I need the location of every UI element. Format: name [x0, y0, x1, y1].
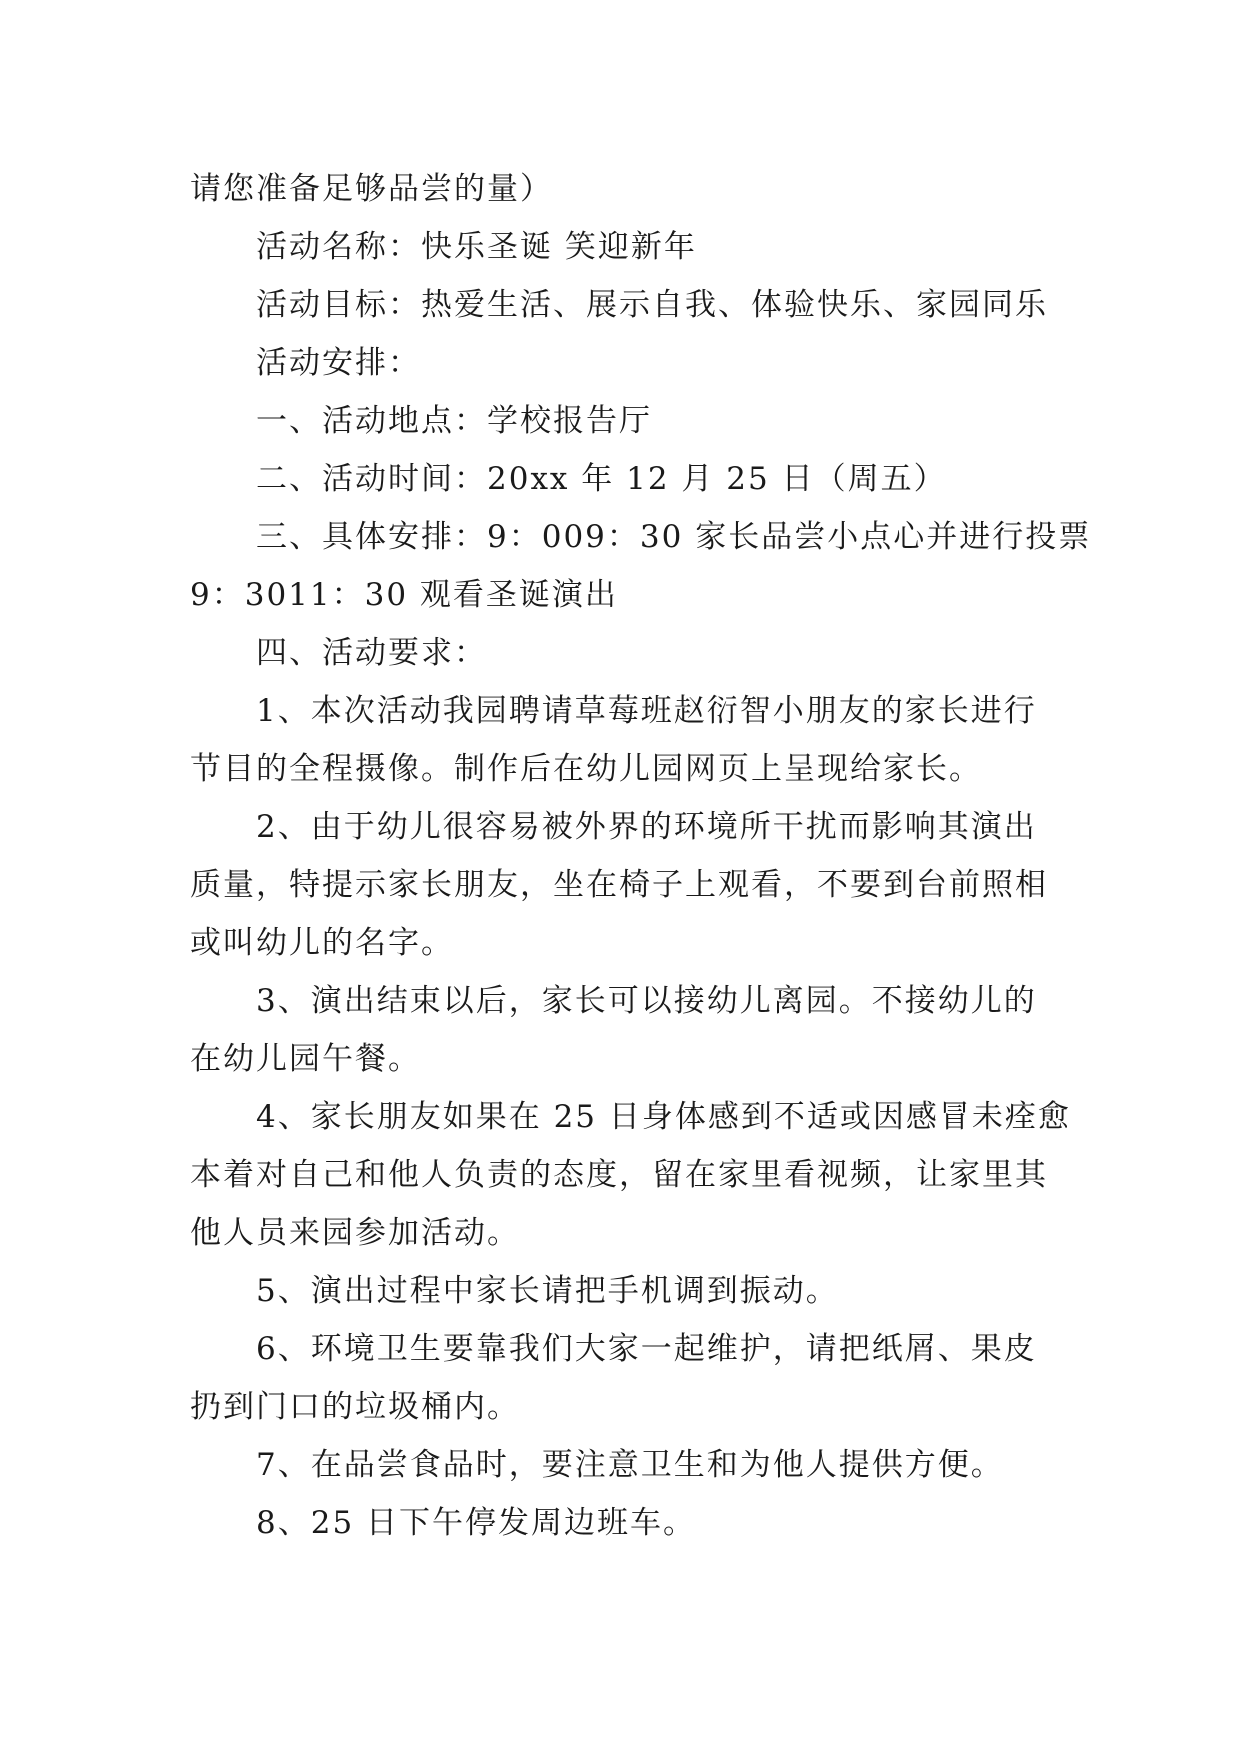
- requirement-line: 2、由于幼儿很容易被外界的环境所干扰而影响其演出: [256, 809, 1037, 845]
- requirement-line: 6、环境卫生要靠我们大家一起维护，请把纸屑、果皮: [256, 1331, 1037, 1367]
- activity-time-line: 二、活动时间：20xx 年 12 月 25 日（周五）: [256, 461, 947, 497]
- requirement-line: 本着对自己和他人负责的态度，留在家里看视频，让家里其: [190, 1157, 1048, 1193]
- requirement-line: 3、演出结束以后，家长可以接幼儿离园。不接幼儿的: [256, 983, 1037, 1019]
- requirement-line: 在幼儿园午餐。: [190, 1041, 421, 1077]
- requirement-line: 7、在品尝食品时，要注意卫生和为他人提供方便。: [256, 1447, 1004, 1483]
- requirement-line: 4、家长朋友如果在 25 日身体感到不适或因感冒未痊愈: [256, 1099, 1071, 1135]
- activity-name-line: 活动名称：快乐圣诞 笑迎新年: [256, 229, 697, 265]
- activity-arrangement-heading: 活动安排：: [256, 345, 421, 381]
- requirement-line: 节目的全程摄像。制作后在幼儿园网页上呈现给家长。: [190, 751, 982, 787]
- requirements-heading: 四、活动要求：: [256, 635, 487, 671]
- requirement-line: 1、本次活动我园聘请草莓班赵衍智小朋友的家长进行: [256, 693, 1037, 729]
- requirement-line: 5、演出过程中家长请把手机调到振动。: [256, 1273, 839, 1309]
- requirement-line: 或叫幼儿的名字。: [190, 925, 454, 961]
- schedule-line: 9：3011：30 观看圣诞演出: [190, 577, 618, 613]
- requirement-line: 质量，特提示家长朋友，坐在椅子上观看，不要到台前照相: [190, 867, 1048, 903]
- requirement-line: 扔到门口的垃圾桶内。: [190, 1389, 520, 1425]
- requirement-line: 他人员来园参加活动。: [190, 1215, 520, 1251]
- activity-location-line: 一、活动地点：学校报告厅: [256, 403, 652, 439]
- document-body: [190, 160, 1092, 1552]
- paragraph-line: 请您准备足够品尝的量）: [190, 171, 553, 207]
- requirement-line: 8、25 日下午停发周边班车。: [256, 1505, 697, 1541]
- activity-goal-line: 活动目标：热爱生活、展示自我、体验快乐、家园同乐: [256, 287, 1048, 323]
- schedule-line: 三、具体安排：9：009：30 家长品尝小点心并进行投票: [256, 519, 1092, 555]
